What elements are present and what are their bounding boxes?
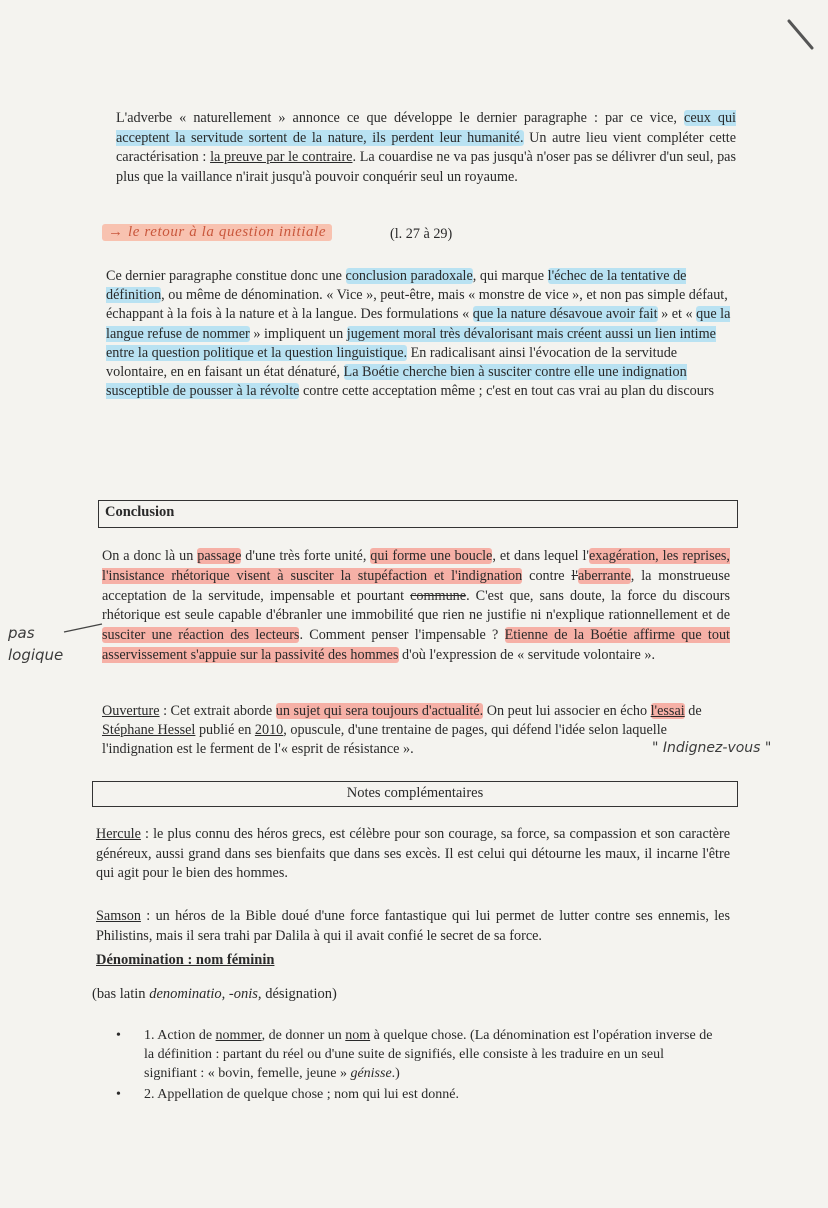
paragraph-conclusion: On a donc là un passage d'une très forte unité, qui forme une boucle, et dans lequel l'exagération, les reprises, l'insistance rhétorique visent à susciter la stupéfaction et l'indignation contre l'aberrante, la monstrueuse acceptation de la servitude, impensable et pourtant commune. C'est que, sans doute, la force du discours rhétorique est seule capable d'ébranler une immobilité que rien ne justifie ni n'explique rationnellement et de susciter une réaction des lecteurs. Comment penser l'impensable ? Etienne de la Boétie affirme que tout asservissement s'appuie sur la passivité des hommes d'où l'expression de « servitude volontaire ». [102, 548, 731, 663]
ouverture-handwritten-note: " Indignez-vous " [652, 740, 772, 756]
list-item: • 2. Appellation de quelque chose ; nom qui lui est donné. [116, 1087, 459, 1102]
bullet-icon: • [116, 1087, 121, 1102]
note-hercule: Hercule : le plus connu des héros grecs, est célèbre pour son courage, sa force, sa compassion et son caractère généreux, aussi grand dans ses bienfaits que dans ses excès. Il est celui qui détourne les maux, il incarne l'être qui agit pour le bien des hommes. [96, 826, 730, 882]
notes-heading-box [92, 781, 738, 807]
conclusion-heading: Conclusion [105, 504, 175, 520]
bullet-icon: • [116, 1028, 121, 1043]
note-samson: Samson : un héros de la Bible doué d'une force fantastique qui lui permet de lutter contre ses ennemis, les Philistins, mais il sera trahi par Dalila à qui il avait confié le secret de sa force. [96, 908, 730, 944]
pencil-mark [786, 18, 816, 52]
definition-title: Dénomination : nom féminin [96, 952, 275, 968]
paragraph-dernier: Ce dernier paragraphe constitue donc une conclusion paradoxale, qui marque l'échec de la tentative de définition, ou même de dénomination. « Vice », peut-être, mais « monstre de vice », et non pas simple défaut, échappant à la fois à la nature et à la langue. Des formulations « que la nature désavoue avoir fait » et « que la langue refuse de nommer » impliquent un jugement moral très dévalorisant mais créent aussi un lien intime entre la question politique et la question linguistique. En radicalisant ainsi l'évocation de la servitude volontaire, en en faisant un état dénaturé, La Boétie cherche bien à susciter contre elle une indignation susceptible de pousser à la révolte contre cette acceptation même ; c'est en tout cas vrai au plan du discours [106, 268, 731, 400]
list-item: • 1. Action de nommer, de donner un nom à quelque chose. (La dénomination est l'opération inverse de la définition : partant du réel ou d'une suite de signifiés, elle consiste à les traduire en un seul signifiant : « bovin, femelle, jeune » génisse.) [116, 1028, 713, 1081]
margin-arrow [62, 620, 106, 636]
etymology: (bas latin denominatio, -onis, désignation) [92, 986, 337, 1002]
notes-heading: Notes complémentaires [346, 785, 484, 801]
highlight: ceux qui acceptent la servitude sortent de la nature, ils perdent leur humanité. [116, 110, 736, 146]
paragraph-naturellement: L'adverbe « naturellement » annonce ce que développe le dernier paragraphe : par ce vice, ceux qui acceptent la servitude sortent de la nature, ils perdent leur humanité. Un autre lieu vient compléter cette caractérisation : la preuve par le contraire. La couardise ne va pas jusqu'à n'oser pas se délivrer d'un seul, pas plus que la vaillance n'irait jusqu'à pouvoir conquérir seul un royaume. [116, 110, 737, 185]
paragraph-ouverture: Ouverture : Cet extrait aborde un sujet qui sera toujours d'actualité. On peut lui associer en écho l'essai de Stéphane Hessel publié en 2010, opuscule, d'une trentaine de pages, qui défend l'idée selon laquelle l'indignation est le ferment de l'« esprit de résistance ». [102, 703, 702, 758]
margin-note: pas logique [8, 624, 64, 664]
section-title: → le retour à la question initiale [102, 224, 332, 241]
definition-list [116, 1026, 716, 1106]
line-reference: (l. 27 à 29) [390, 226, 453, 242]
conclusion-heading-box [98, 500, 738, 528]
